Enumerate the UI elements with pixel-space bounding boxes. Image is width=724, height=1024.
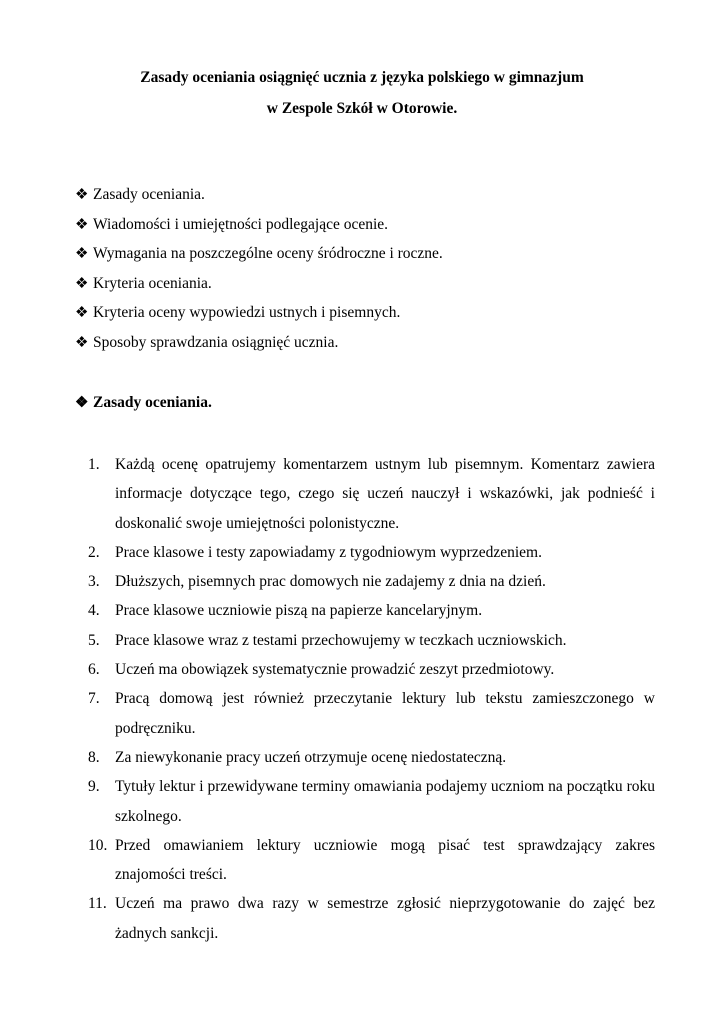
rule-text: Prace klasowe uczniowie piszą na papierze kancelaryjnym. <box>115 602 483 620</box>
toc-item-label: Wymagania na poszczególne oceny śródroczne i roczne. <box>93 245 443 263</box>
diamond-bullet-icon: ❖ <box>75 275 89 292</box>
rule-number: 3. <box>88 573 100 591</box>
rule-item <box>88 831 655 890</box>
rule-number: 2. <box>88 543 100 561</box>
section-heading <box>75 392 212 414</box>
rule-text: Pracą domową jest również przeczytanie lektury lub tekstu zamieszczonego w podręczniku. <box>115 690 655 737</box>
rule-item <box>88 743 655 772</box>
rule-number: 11. <box>88 895 107 913</box>
rule-item <box>88 450 655 538</box>
toc-item <box>75 302 443 332</box>
toc-item-label: Wiadomości i umiejętności podlegające ocenie. <box>93 215 389 233</box>
rule-item <box>88 655 655 684</box>
section-heading-label: Zasady oceniania. <box>93 394 212 411</box>
rule-text: Prace klasowe wraz z testami przechowujemy w teczkach uczniowskich. <box>115 631 567 649</box>
rule-text: Przed omawianiem lektury uczniowie mogą pisać test sprawdzający zakres znajomości treści. <box>115 836 655 884</box>
diamond-bullet-icon: ❖ <box>75 187 89 203</box>
rule-number: 8. <box>88 748 100 766</box>
rule-number: 6. <box>88 661 100 679</box>
rule-item <box>88 538 655 567</box>
rule-number: 9. <box>88 778 100 796</box>
rule-item <box>88 596 655 625</box>
rule-text: Za niewykonanie pracy uczeń otrzymuje ocenę niedostateczną. <box>115 748 507 766</box>
toc-item <box>75 332 443 362</box>
rule-number: 7. <box>88 690 100 708</box>
rule-number: 10. <box>88 836 108 854</box>
rule-text: Dłuższych, pisemnych prac domowych nie zadajemy z dnia na dzień. <box>115 573 546 591</box>
toc-item-label: Kryteria oceniania. <box>93 274 212 292</box>
rules-list <box>88 450 655 948</box>
diamond-bullet-icon: ❖ <box>75 305 89 322</box>
toc-item-label: Kryteria oceny wypowiedzi ustnych i pisemnych. <box>93 304 401 322</box>
toc-item-label: Sposoby sprawdzania osiągnięć ucznia. <box>93 333 339 351</box>
rule-item <box>88 567 655 596</box>
diamond-bullet-icon: ❖ <box>75 246 89 263</box>
rule-text: Tytuły lektur i przewidywane terminy omawiania podajemy uczniom na początku roku szkolnego. <box>115 778 655 825</box>
diamond-bullet-icon: ❖ <box>75 216 89 233</box>
diamond-bullet-icon: ❖ <box>75 334 89 351</box>
rule-item <box>88 772 655 831</box>
toc-item <box>75 184 443 214</box>
table-of-contents <box>75 184 443 362</box>
document-title: Zasady oceniania osiągnięć ucznia z języka polskiego w gimnazjum <box>140 69 584 86</box>
rule-text: Prace klasowe i testy zapowiadamy z tygodniowym wyprzedzeniem. <box>115 543 542 561</box>
rule-item <box>88 889 655 948</box>
toc-item <box>75 273 443 303</box>
rule-number: 5. <box>88 631 100 649</box>
toc-item <box>75 243 443 273</box>
rule-item <box>88 626 655 655</box>
document-subtitle: w Zespole Szkół w Otorowie. <box>266 100 458 117</box>
diamond-bullet-icon: ❖ <box>75 395 89 411</box>
toc-item <box>75 214 443 244</box>
rule-text: Uczeń ma prawo dwa razy w semestrze zgłosić nieprzygotowanie do zajęć bez żadnych sankcji. <box>115 895 655 942</box>
rule-text: Uczeń ma obowiązek systematycznie prowadzić zeszyt przedmiotowy. <box>115 661 555 679</box>
rule-number: 1. <box>88 456 100 473</box>
toc-item-label: Zasady oceniania. <box>93 186 205 203</box>
rule-text: Każdą ocenę opatrujemy komentarzem ustnym lub pisemnym. Komentarz zawiera informacje dotyczące tego, czego się uczeń nauczył i wskazówki, jak podnieść i doskonalić swoje umiejętności polonistyczne. <box>115 456 655 532</box>
rule-number: 4. <box>88 602 100 620</box>
rule-item <box>88 684 655 743</box>
